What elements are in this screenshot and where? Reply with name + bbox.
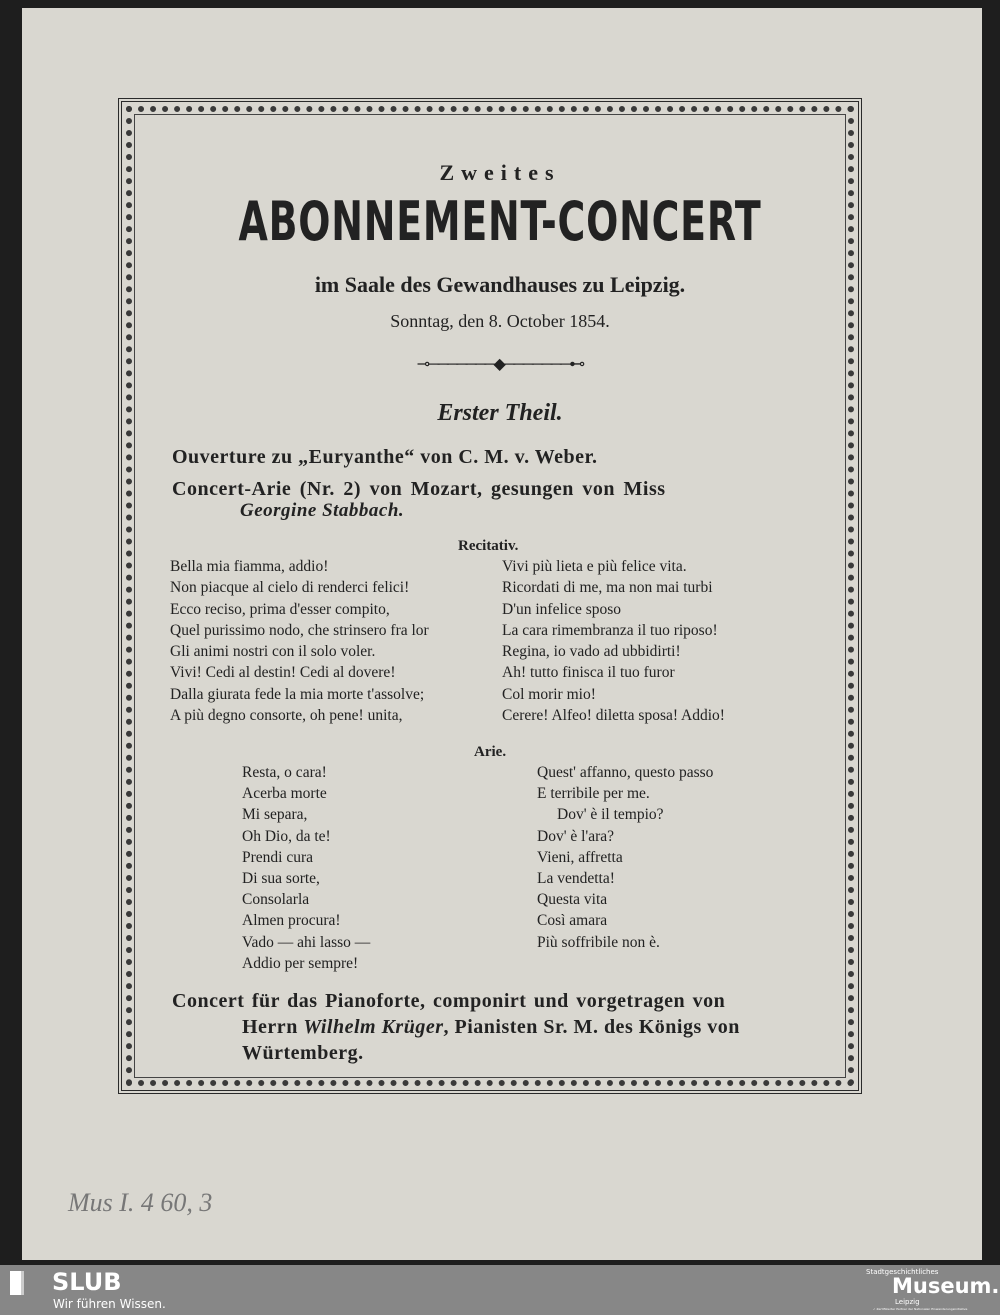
- page-title: ABONNEMENT-CONCERT: [238, 190, 762, 253]
- verse-line: Col morir mio!: [502, 685, 596, 703]
- verse-line: Regina, io vado ad ubbidirti!: [502, 643, 681, 661]
- recitativ-left: [170, 556, 429, 726]
- venue: im Saale des Gewandhauses zu Leipzig.: [314, 272, 686, 297]
- ornament-divider: ⊸───────◆───────⊷: [416, 356, 584, 373]
- verse-line: Così amara: [537, 912, 608, 930]
- verse-line: Vivi! Cedi al destin! Cedi al dovere!: [170, 664, 396, 682]
- verse-line: Mi separa,: [242, 806, 308, 824]
- verse-line: Dov' è il tempio?: [557, 806, 664, 824]
- verse-line: Dalla giurata fede la mia morte t'assolve;: [170, 685, 425, 703]
- verse-line: E terribile per me.: [537, 785, 650, 803]
- verse-line: Ecco reciso, prima d'esser compito,: [170, 600, 390, 618]
- footer-bar: [0, 1265, 1000, 1315]
- verse-line: Consolarla: [242, 891, 310, 909]
- verse-line: Vieni, affretta: [537, 848, 623, 866]
- verse-line: D'un infelice sposo: [502, 600, 622, 618]
- handwritten-shelfmark: Mus I. 4 60, 3: [68, 1188, 213, 1217]
- recitativ-right: [502, 556, 725, 726]
- verse-line: La vendetta!: [537, 870, 615, 888]
- verse-line: Acerba morte: [242, 785, 327, 803]
- part-heading: Erster Theil.: [437, 400, 563, 426]
- verse-line: Ricordati di me, ma non mai turbi: [502, 579, 713, 597]
- concert-herrn: Herrn: [242, 1016, 304, 1038]
- verse-line: Più soffribile non è.: [537, 933, 660, 951]
- verse-line: Vado — ahi lasso —: [242, 933, 371, 951]
- verse-line: Bella mia fiamma, addio!: [170, 558, 329, 575]
- verse-line: Vivi più lieta e più felice vita.: [502, 558, 687, 575]
- program-item-concert-line2: [242, 1016, 740, 1039]
- museum-logo: Museum.: [892, 1274, 1000, 1298]
- verse-line: Almen procura!: [242, 912, 341, 930]
- verse-line: La cara rimembranza il tuo riposo!: [502, 621, 718, 639]
- verse-line: Non piacque al cielo di renderci felici!: [170, 579, 410, 597]
- verse-line: Questa vita: [537, 891, 608, 909]
- arie-right: [537, 762, 713, 953]
- verse-line: Gli animi nostri con il solo voler.: [170, 643, 376, 661]
- program-item-concert-line3: Würtemberg.: [242, 1042, 364, 1064]
- verse-line: Resta, o cara!: [242, 764, 327, 781]
- verse-line: Ah! tutto finisca il tuo furor: [502, 664, 675, 682]
- subtitle-zweites: Zweites: [439, 160, 561, 185]
- singer-name: Georgine Stabbach.: [240, 500, 405, 521]
- program-item-aria: Concert-Arie (Nr. 2) von Mozart, gesungen von Miss: [172, 478, 666, 500]
- museum-city: Leipzig: [895, 1298, 920, 1306]
- arie-heading: Arie.: [474, 744, 507, 760]
- slub-slogan: Wir führen Wissen.: [53, 1297, 166, 1311]
- verse-line: Addio per sempre!: [242, 954, 359, 972]
- museum-partner: ✓ Zertifizierter Partner der Nationalen Einwanderungsinitiative: [873, 1307, 968, 1311]
- verse-line: Prendi cura: [242, 848, 314, 866]
- slub-logo: SLUB: [52, 1268, 122, 1296]
- recitativ-heading: Recitativ.: [458, 538, 519, 554]
- verse-line: Oh Dio, da te!: [242, 827, 331, 845]
- slub-logo-icon: [10, 1271, 24, 1295]
- concert-title: , Pianisten Sr. M. des Königs von: [443, 1016, 740, 1038]
- program-item-concert: Concert für das Pianoforte, componirt und vorgetragen von: [172, 990, 726, 1012]
- verse-line: A più degno consorte, oh pene! unita,: [170, 707, 403, 725]
- verse-line: Cerere! Alfeo! diletta sposa! Addio!: [502, 707, 725, 725]
- arie-left: [242, 762, 370, 974]
- program-item-overture: Ouverture zu „Euryanthe“ von C. M. v. Weber.: [172, 446, 598, 468]
- verse-line: Di sua sorte,: [242, 870, 320, 888]
- verse-line: Dov' è l'ara?: [537, 827, 615, 845]
- verse-line: Quel purissimo nodo, che strinsero fra lor: [170, 621, 429, 639]
- concert-date: Sonntag, den 8. October 1854.: [390, 311, 610, 331]
- museum-top: Stadtgeschichtliches: [866, 1268, 939, 1276]
- pianist-name: Wilhelm Krüger: [303, 1016, 444, 1038]
- verse-line: Quest' affanno, questo passo: [537, 764, 714, 781]
